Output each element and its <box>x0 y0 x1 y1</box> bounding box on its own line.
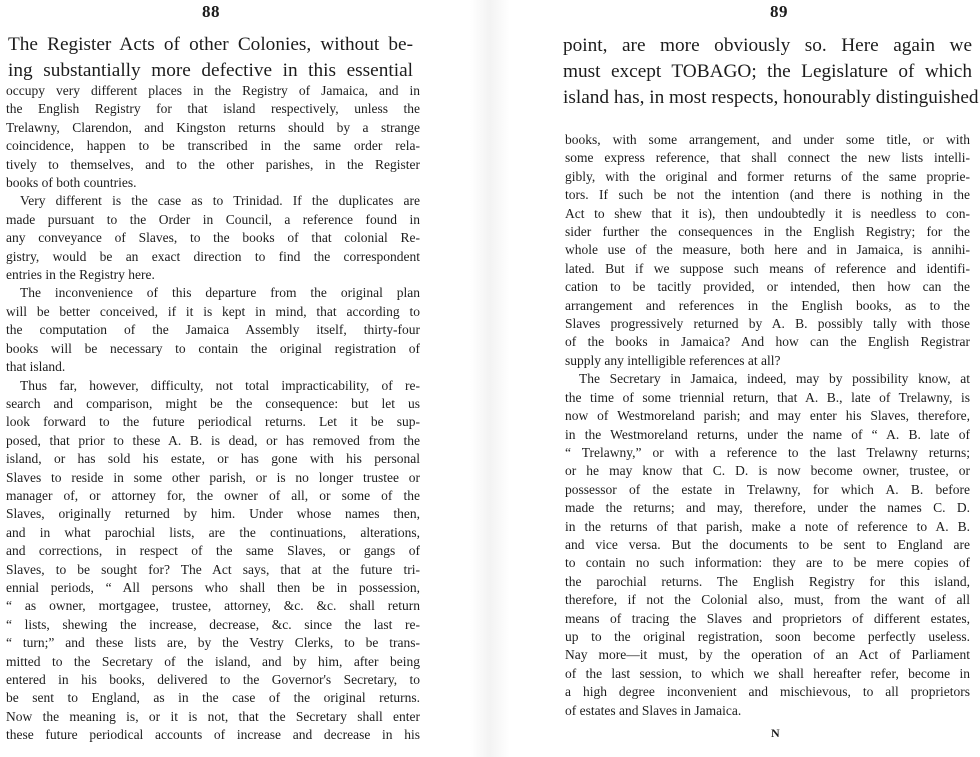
right-page-number: 89 <box>770 2 788 21</box>
text-line: the computation of the Jamaica Assembly itself, thirty-four <box>6 322 420 338</box>
text-line: will be better conceived, if it is kept in mind, that according to <box>6 303 420 319</box>
right-page <box>555 0 980 757</box>
text-line: Act to shew that it is), then undoubtedly it is needless to con- <box>565 205 970 221</box>
text-line: supply any intelligible references at all? <box>565 352 781 368</box>
text-line: possessor of the estate in Trelawny, for which A. B. before <box>565 481 970 497</box>
text-line: a high degree inconvenient and mischievous, to all proprietors <box>565 684 970 700</box>
text-line: whole use of the measure, both here and in Jamaica, is annihi- <box>565 242 970 258</box>
book-gutter <box>470 0 510 757</box>
text-line: “ Trelawny,” or with a reference to the last Trelawny returns; <box>565 444 970 460</box>
text-line: Slaves, originally returned by him. Under whose names then, <box>6 506 420 522</box>
heading-line: ing substantially more defective in this essential <box>8 60 413 81</box>
text-line: mitted to the Secretary of the island, and by him, after being <box>6 653 420 669</box>
text-line: means of tracing the Slaves and proprietors of different estates, <box>565 610 970 626</box>
text-line: Very different is the case as to Trinidad. If the duplicates are <box>20 193 420 209</box>
text-line: ennial periods, “ All persons who shall then be in possession, <box>6 579 420 595</box>
text-line: made pursuant to the Order in Council, a reference found in <box>6 211 420 227</box>
text-line: gibly, with the original and former returns of the same proprie- <box>565 168 970 184</box>
large-text-line: island has, in most respects, honourably distinguished <box>563 87 979 108</box>
text-line: entries in the Registry here. <box>6 267 155 283</box>
large-text-line: point, are more obviously so. Here again we <box>563 35 972 56</box>
text-line: in the Westmoreland returns, under the name of “ A. B. late of <box>565 426 970 442</box>
text-line: some express reference, that shall connect the new lists intelli- <box>565 150 970 166</box>
text-line: “ as owner, mortgagee, trustee, attorney, &c. &c. shall return <box>6 598 420 614</box>
text-line: Nay more—it must, by the operation of an Act of Parliament <box>565 647 970 663</box>
heading-line: The Register Acts of other Colonies, without be- <box>8 34 413 55</box>
text-line: cation to be tacitly provided, or intended, then how can the <box>565 279 970 295</box>
text-line: coincidence, happen to be transcribed in the same order rela- <box>6 138 420 154</box>
text-line: books of both countries. <box>6 175 137 191</box>
text-line: “ turn;” and these lists are, by the Vestry Clerks, to be trans- <box>6 635 420 651</box>
text-line: books, with some arrangement, and under some title, or with <box>565 132 970 147</box>
text-line: arrangement and references in the English books, as to the <box>565 297 970 313</box>
text-line: gistry, would be an exact direction to find the correspondent <box>6 248 420 264</box>
text-line: the parochial returns. The English Registry for this island, <box>565 573 970 589</box>
text-line: the time of some triennial return, that A. B., late of Trelawny, is <box>565 389 970 405</box>
text-line: The inconvenience of this departure from the original plan <box>20 285 420 301</box>
text-line: the English Registry for that island respectively, unless the <box>6 101 420 117</box>
text-line: of the last session, to which we shall hereafter refer, become in <box>565 665 970 681</box>
text-line: Thus far, however, difficulty, not total impracticability, of re- <box>20 377 420 393</box>
text-line: sider further the consequences in the English Registry; for the <box>565 224 970 240</box>
text-line: tors. If such be not the intention (and there is nothing in the <box>565 187 970 203</box>
text-line: Slaves progressively returned by A. B. possibly tally with those <box>565 316 970 332</box>
signature-mark: N <box>771 726 780 740</box>
text-line: or he may know that C. D. is now become owner, trustee, or <box>565 463 970 479</box>
text-line: Trelawny, Clarendon, and Kingston returns should by a strange <box>6 119 420 135</box>
large-text-line: must except TOBAGO; the Legislature of which <box>563 61 972 82</box>
text-line: in the returns of that parish, make a note of reference to A. B. <box>565 518 970 534</box>
text-line: of the books in Jamaica? And how can the English Registrar <box>565 334 970 350</box>
text-line: posed, that prior to these A. B. is dead, or has removed from the <box>6 432 420 448</box>
text-line: and vice versa. But the documents to be sent to England are <box>565 536 970 552</box>
text-line: Slaves, to be sought for? The Act says, that at the future tri- <box>6 561 420 577</box>
left-running-heading <box>8 32 413 84</box>
text-line: island, or has sold his estate, or has gone with his personal <box>6 451 420 467</box>
right-large-type-text <box>563 33 979 111</box>
text-line: made the returns; and may, therefore, under the names C. D. <box>565 500 970 516</box>
text-line: to contain no such information: they are to be mere copies of <box>565 555 970 571</box>
text-line: tively to themselves, and to the other parishes, in the Register <box>6 156 420 172</box>
text-line: Slaves to reside in some other parish, or is no longer trustee or <box>6 469 420 485</box>
text-line: entered in his books, delivered to the Governor's Secretary, to <box>6 672 420 687</box>
text-line: “ lists, shewing the increase, decrease, &c. since the last re- <box>6 616 420 632</box>
text-line: up to the original registration, soon become perfectly useless. <box>565 628 970 644</box>
left-page-number: 88 <box>202 2 220 21</box>
text-line: these future periodical accounts of increase and decrease in his <box>6 727 420 743</box>
text-line: therefore, if not the Colonial also, must, from the want of all <box>565 592 970 608</box>
text-line: now of Westmoreland parish; and may enter his Slaves, therefore, <box>565 408 970 424</box>
text-line: manager of, or attorney for, the owner of all, or some of the <box>6 487 420 503</box>
text-line: and corrections, in respect of the same Slaves, or gangs of <box>6 543 420 559</box>
text-line: be sent to England, as in the case of the original returns. <box>6 690 420 706</box>
text-line: any conveyance of Slaves, to the books of that colonial Re- <box>6 230 420 246</box>
text-line: search and comparison, might be the consequence: but let us <box>6 395 420 411</box>
text-line: occupy very different places in the Registry of Jamaica, and in <box>6 83 420 98</box>
text-line: books will be necessary to contain the original registration of <box>6 340 420 356</box>
right-body-text <box>565 131 970 720</box>
text-line: and in what parochial lists, are the continuations, alterations, <box>6 524 420 540</box>
text-line: of estates and Slaves in Jamaica. <box>565 702 742 718</box>
left-page <box>0 0 440 757</box>
text-line: The Secretary in Jamaica, indeed, may by possibility know, at <box>579 371 970 387</box>
text-line: look forward to the future periodical returns. Let it be sup- <box>6 414 420 430</box>
text-line: lated. But if we suppose such means of reference and identifi- <box>565 260 970 276</box>
text-line: Now the meaning is, or it is not, that the Secretary shall enter <box>6 708 420 724</box>
text-line: that island. <box>6 359 66 375</box>
left-body-text <box>6 82 420 745</box>
